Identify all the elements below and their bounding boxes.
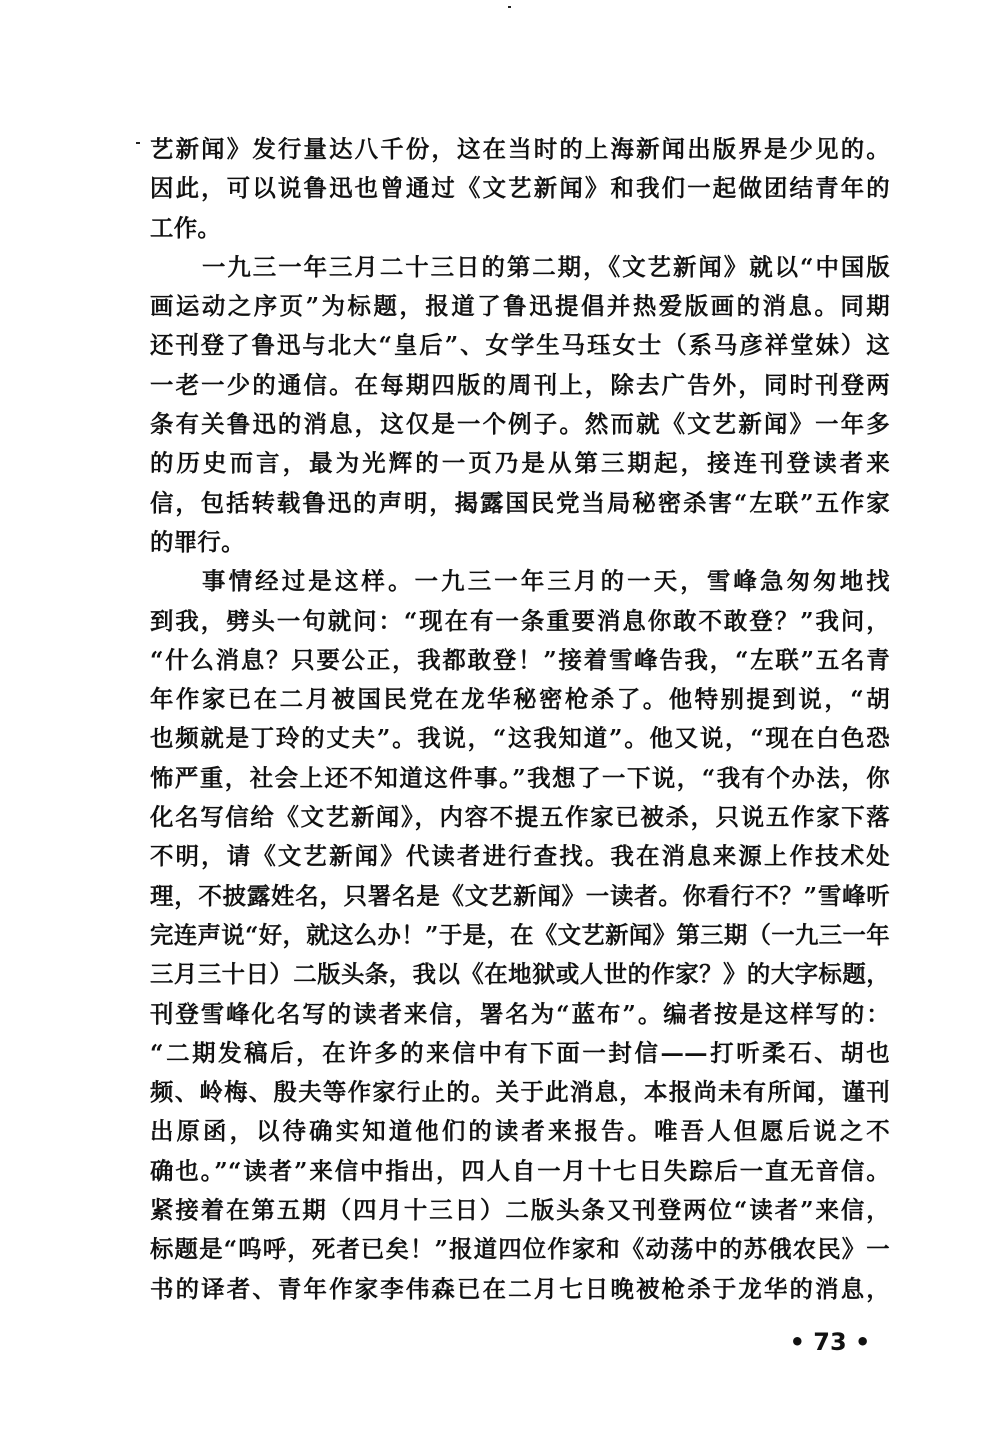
text-line: 条有关鲁迅的消息，这仅是一个例子。然而就《文艺新闻》一年多 — [150, 410, 890, 439]
text-line: 书的译者、青年作家李伟森已在二月七日晚被枪杀于龙华的消息， — [150, 1274, 890, 1303]
text-line: 也频就是丁玲的丈夫”。我说，“这我知道”。他又说，“现在白色恐 — [150, 724, 890, 753]
text-line: 艺新闻》发行量达八千份，这在当时的上海新闻出版界是少见的。 — [150, 135, 890, 163]
text-line: 三月三十日）二版头条，我以《在地狱或人世的作家？》的大字标题， — [150, 960, 890, 989]
text-line: 怖严重，社会上还不知道这件事。”我想了一下说，“我有个办法，你 — [150, 763, 890, 792]
text-line: 还刊登了鲁迅与北大“皇后”、女学生马珏女士（系马彦祥堂妹）这 — [150, 331, 890, 360]
scan-speck-top — [508, 6, 511, 8]
text-line: 事情经过是这样。一九三一年三月的一天，雪峰急匆匆地找 — [202, 567, 890, 596]
text-line: 因此，可以说鲁迅也曾通过《文艺新闻》和我们一起做团结青年的 — [150, 174, 890, 203]
text-line: 工作。 — [150, 213, 222, 242]
text-line: 一九三一年三月二十三日的第二期，《文艺新闻》就以“中国版 — [202, 252, 890, 281]
text-line: 一老一少的通信。在每期四版的周刊上，除去广告外，同时刊登两 — [150, 370, 890, 399]
text-line: 的罪行。 — [150, 527, 245, 556]
scan-speck-left — [136, 142, 140, 144]
text-line: 化名写信给《文艺新闻》，内容不提五作家已被杀，只说五作家下落 — [150, 803, 890, 832]
text-line: 到我，劈头一句就问：“现在有一条重要消息你敢不敢登？”我问， — [150, 606, 890, 635]
text-line: 完连声说“好，就这么办！”于是，在《文艺新闻》第三期（一九三一年 — [150, 920, 890, 949]
page-number: • 73 • — [789, 1328, 871, 1356]
text-line: 刊登雪峰化名写的读者来信，署名为“蓝布”。编者按是这样写的： — [150, 999, 890, 1028]
text-line: 频、岭梅、殷夫等作家行止的。关于此消息，本报尚未有所闻，谨刊 — [150, 1078, 890, 1107]
text-line: “二期发稿后，在许多的来信中有下面一封信——打听柔石、胡也 — [150, 1038, 890, 1067]
text-line: 确也。”“读者”来信中指出，四人自一月十七日失踪后一直无音信。 — [150, 1156, 890, 1185]
text-line: 出原函，以待确实知道他们的读者来报告。唯吾人但愿后说之不 — [150, 1117, 890, 1146]
text-line: 的历史而言，最为光辉的一页乃是从第三期起，接连刊登读者来 — [150, 449, 890, 478]
body-text — [150, 130, 890, 1309]
text-line: 理，不披露姓名，只署名是《文艺新闻》一读者。你看行不？”雪峰听 — [150, 881, 890, 910]
text-line: 紧接着在第五期（四月十三日）二版头条又刊登两位“读者”来信， — [150, 1196, 890, 1225]
text-line: 信，包括转载鲁迅的声明，揭露国民党当局秘密杀害“左联”五作家 — [150, 488, 890, 517]
text-line: 不明，请《文艺新闻》代读者进行查找。我在消息来源上作技术处 — [150, 842, 890, 871]
text-line: 画运动之序页”为标题，报道了鲁迅提倡并热爱版画的消息。同期 — [150, 292, 890, 321]
text-line: 年作家已在二月被国民党在龙华秘密枪杀了。他特别提到说，“胡 — [150, 685, 890, 714]
text-line: 标题是“呜呼，死者已矣！”报道四位作家和《动荡中的苏俄农民》一 — [150, 1235, 890, 1264]
text-line: “什么消息？只要公正，我都敢登！”接着雪峰告我，“左联”五名青 — [150, 645, 890, 674]
